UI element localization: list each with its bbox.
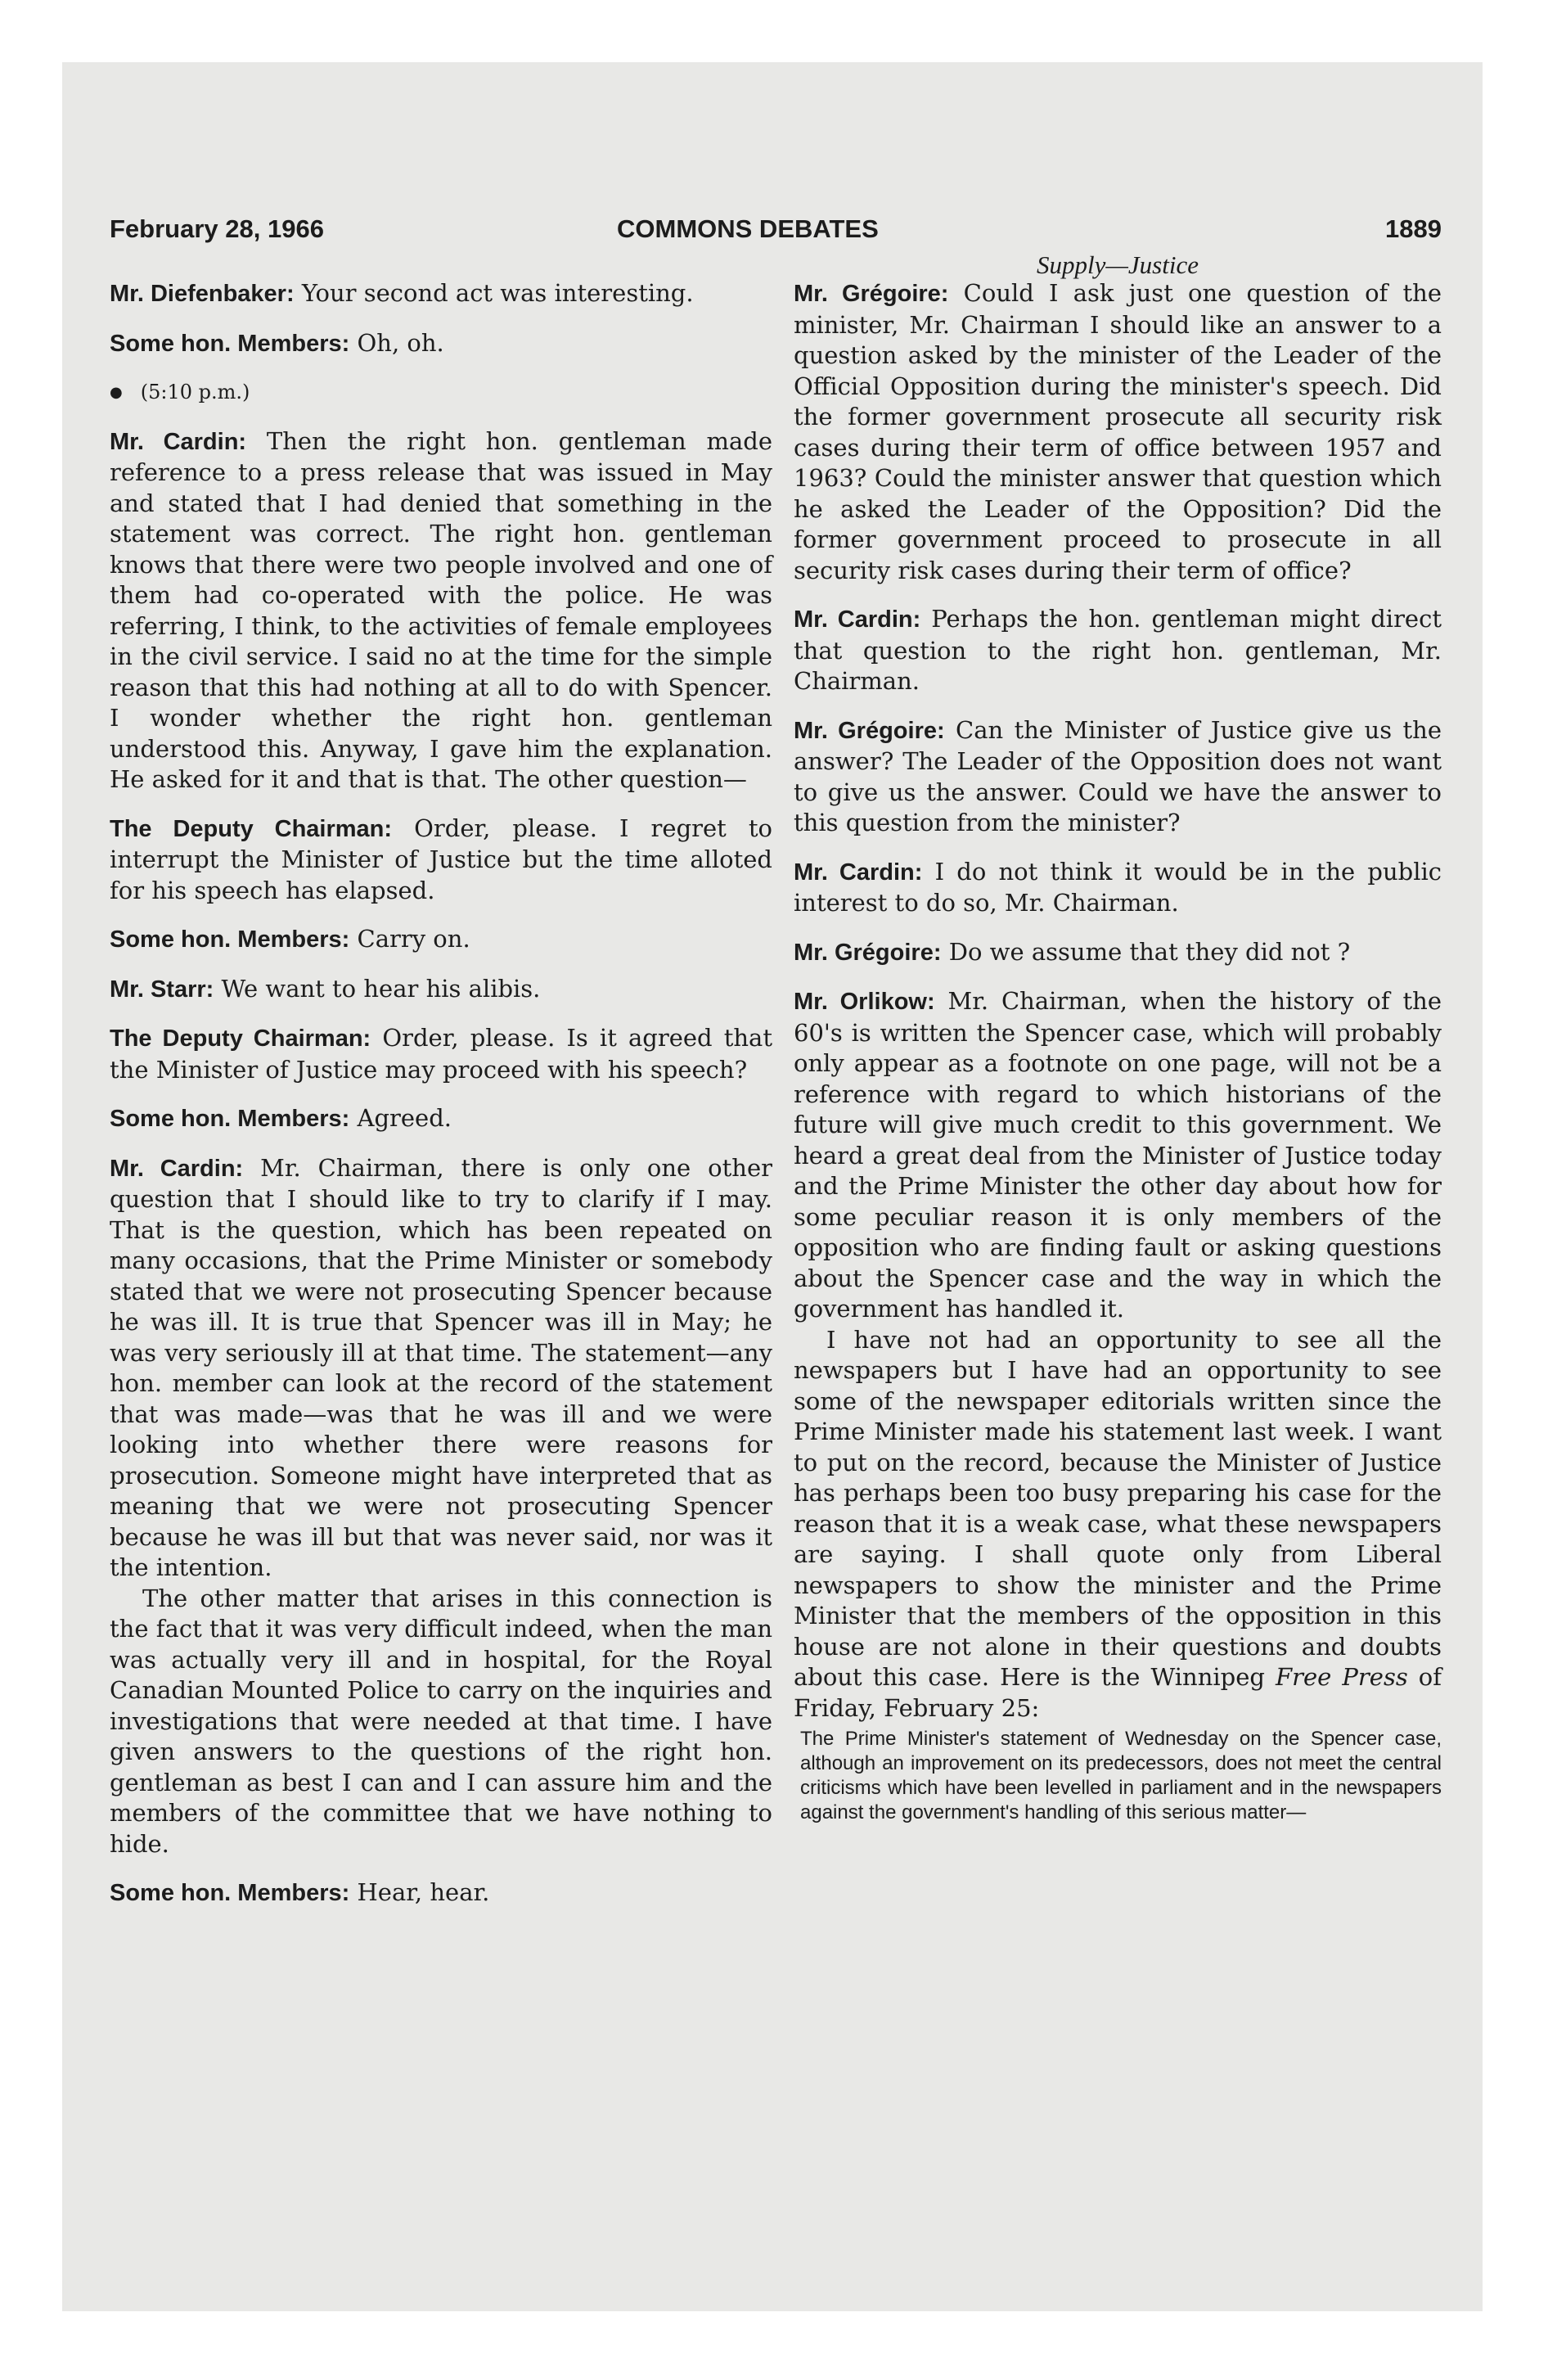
speaker-name: Mr. Cardin: [110, 428, 247, 455]
paragraph-text: I do not think it would be in the public interest to do so, Mr. Chairman. [794, 857, 1442, 917]
paragraph [110, 1103, 772, 1135]
speaker-name: Some hon. Members: [110, 330, 350, 357]
paragraph-text: Can the Minister of Justice give us the answer? The Leader of the Opposition does not want to give us the answer. Could we have the answer to this question from the minister? [794, 715, 1442, 836]
header-title: COMMONS DEBATES [617, 214, 879, 243]
paragraph [110, 1877, 772, 1909]
speaker-name: Some hon. Members: [110, 1106, 350, 1132]
speaker-name: Mr. Starr: [110, 976, 214, 1003]
paragraph [794, 1325, 1442, 1724]
paragraph [794, 278, 1442, 586]
paragraph [794, 715, 1442, 839]
paragraph-text: Order, please. Is it agreed that the Minister of Justice may proceed with his speech? [110, 1024, 772, 1084]
paragraph [110, 426, 772, 796]
paragraph [110, 278, 772, 310]
paragraph-text: Oh, oh. [349, 328, 444, 357]
speaker-name: Mr. Diefenbaker: [110, 281, 295, 307]
speaker-name: Mr. Grégoire: [794, 281, 949, 307]
paragraph-text: Could I ask just one question of the minister, Mr. Chairman I should like an answer to a question asked by the minister of the Leader of the Official Opposition during the minister's speech. Did the former government prosecute all security risk cases during their term of office between 1957 and 1963? Could the minister answer that question which he asked the Leader of the Opposition? Did the former government proceed to prosecute in all security risk cases during their term of office? [794, 279, 1442, 584]
paragraph [110, 1584, 772, 1860]
paragraph [110, 924, 772, 956]
speaker-name: The Deputy Chairman: [110, 1025, 371, 1052]
paragraph-text: Perhaps the hon. gentleman might direct that question to the right hon. gentleman, Mr. Chairman. [794, 605, 1442, 695]
paragraph-text: Mr. Chairman, there is only one other question that I should like to try to clarify if I may. That is the question, which has been repeated on many occasions, that the Prime Minister or somebody stated that we were not prosecuting Spencer because he was ill. It is true that Spencer was ill in May; he was very seriously ill at that time. The statement—any hon. member can look at the record of the statement that was made—was that he was ill and we were looking into whether there were reasons for prosecution. Someone might have interpreted that as meaning that we were not prosecuting Spencer because he was ill but that was never said, nor was it the intention. [110, 1153, 772, 1581]
paragraph [794, 857, 1442, 919]
left-column [110, 278, 772, 1927]
time-marker [110, 377, 772, 408]
newspaper-quote: The Prime Minister's statement of Wednesday on the Spencer case, although an improvement on its predecessors, does not meet the central criticisms which have been levelled in parliament and in the newspapers against the government's handling of this serious matter— [800, 1728, 1442, 1823]
paragraph-text: We want to hear his alibis. [214, 974, 541, 1003]
paragraph-text: The other matter that arises in this connection is the fact that it was very difficult indeed, when the man was actually very ill and in hospital, for the Royal Canadian Mounted Police to carry on the inquiries and investigations that were needed at that time. I have given answers to the questions of the right hon. gentleman as best I can and I can assure him and the members of the committee that we have nothing to hide. [110, 1584, 772, 1858]
paragraph [794, 986, 1442, 1325]
time-marker-text: (5:10 p.m.) [140, 381, 250, 403]
paragraph [110, 1023, 772, 1085]
speaker-name: Mr. Orlikow: [794, 989, 935, 1015]
paragraph [110, 1153, 772, 1584]
paragraph [110, 974, 772, 1006]
page-header [110, 214, 1442, 252]
paragraph-text: Do we assume that they did not ? [941, 937, 1351, 966]
paragraph-text: Agreed. [349, 1104, 452, 1132]
speaker-name: Some hon. Members: [110, 1880, 350, 1906]
paragraph-text: Carry on. [349, 925, 470, 953]
speaker-name: The Deputy Chairman: [110, 815, 393, 842]
bullet-icon: ● [110, 384, 123, 401]
running-head: Supply—Justice [1036, 250, 1199, 279]
newspaper-name: Free Press [1276, 1663, 1408, 1691]
paragraph [110, 814, 772, 907]
paragraph-text: Hear, hear. [349, 1878, 490, 1906]
paragraph-text: Then the right hon. gentleman made reference to a press release that was issued in May and stated that I had denied that something in the statement was correct. The right hon. gentleman knows that there were two people involved and one of them had co-operated with the police. He was referring, I think, to the activities of female employees in the civil service. I said no at the time for the simple reason that this had nothing at all to do with Spencer. I wonder whether the right hon. gentleman understood this. Anyway, I gave him the explanation. He asked for it and that is that. The other question— [110, 426, 772, 793]
speaker-name: Mr. Grégoire: [794, 939, 942, 966]
paragraph [110, 328, 772, 360]
speaker-name: Mr. Cardin: [794, 606, 921, 633]
speaker-name: Mr. Cardin: [110, 1155, 244, 1182]
paragraph-text: Mr. Chairman, when the history of the 60's is written the Spencer case, which will probably only appear as a footnote on one page, will not be a reference with regard to which historians of the future will give much credit to this government. We heard a great deal from the Minister of Justice today and the Prime Minister the other day about how for some peculiar reason it is only members of the opposition who are finding fault or asking questions about the Spencer case and the way in which the government has handled it. [794, 987, 1442, 1323]
right-column [794, 278, 1442, 1825]
paragraph-text: I have not had an opportunity to see all the newspapers but I have had an opportunity to see some of the newspaper editorials written since the Prime Minister made his statement last week. I want to put on the record, because the Minister of Justice has perhaps been too busy preparing his case for the reason that it is a weak case, what these newspapers are saying. I shall quote only from Liberal newspapers to show the minister and the Prime Minister that the members of the opposition in this house are not alone in their questions and doubts about this case. Here is the Winnipeg [794, 1325, 1442, 1691]
paragraph-text: Your second act was interesting. [294, 279, 694, 307]
speaker-name: Mr. Grégoire: [794, 717, 945, 744]
paragraph-text: of Friday, February 25: [794, 1663, 1442, 1722]
header-page-number: 1889 [1385, 214, 1442, 243]
speaker-name: Mr. Cardin: [794, 859, 923, 886]
paragraph-text: Order, please. I regret to interrupt the Minister of Justice but the time alloted for his speech has elapsed. [110, 814, 772, 904]
speaker-name: Some hon. Members: [110, 926, 350, 953]
paragraph [794, 604, 1442, 697]
header-date: February 28, 1966 [110, 214, 324, 243]
paragraph [794, 937, 1442, 969]
